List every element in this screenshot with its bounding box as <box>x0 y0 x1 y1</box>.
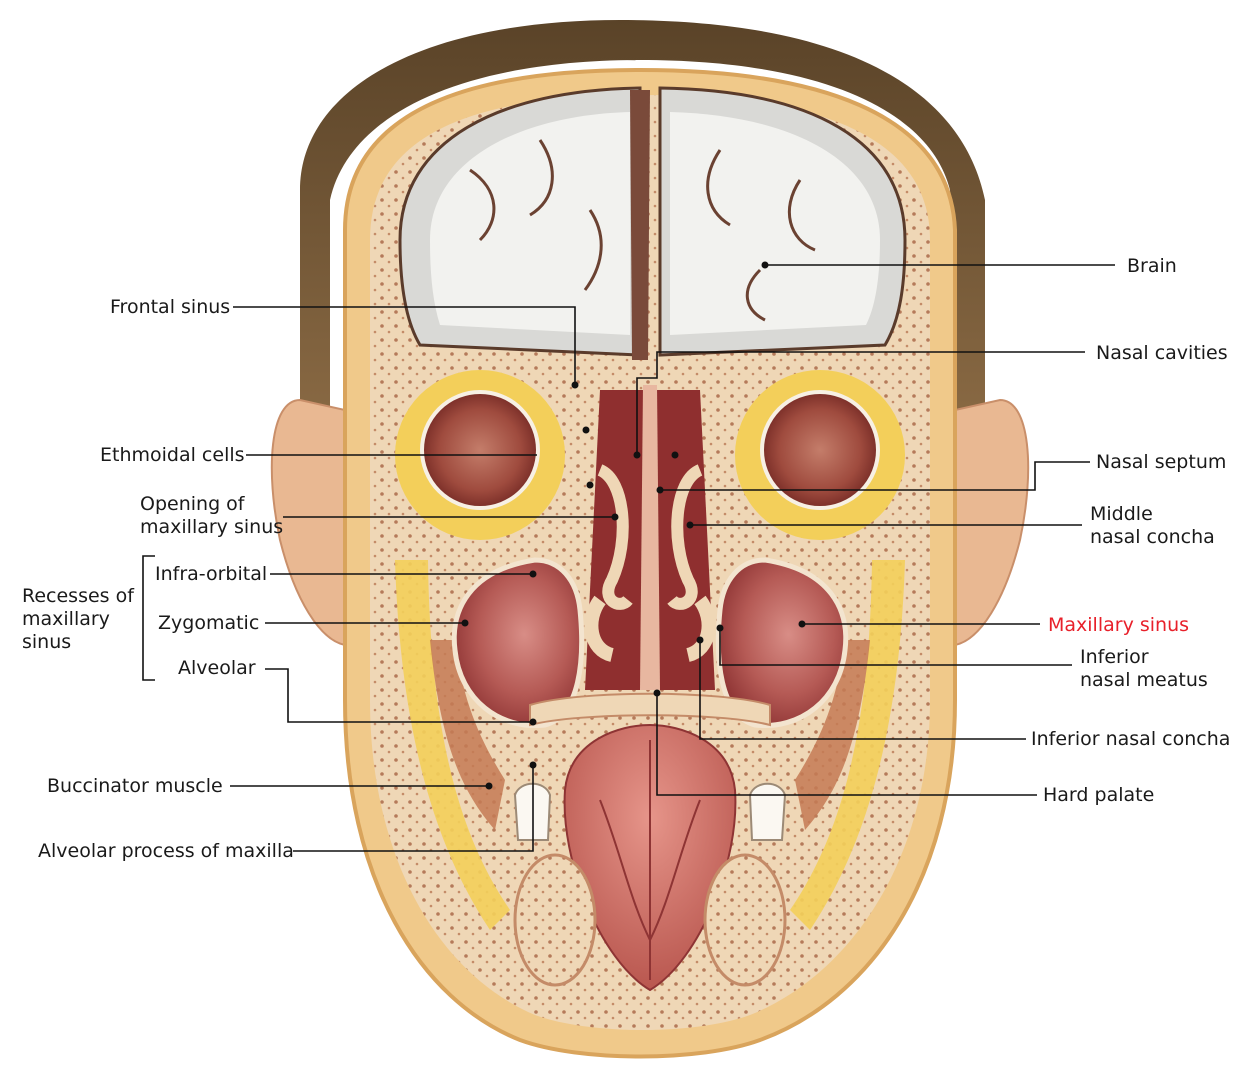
label-inferior-meatus-line1: Inferior <box>1080 646 1149 668</box>
label-nasal-septum: Nasal septum <box>1096 451 1227 473</box>
label-recesses-line2: maxillary <box>22 608 110 630</box>
label-alveolar: Alveolar <box>178 657 256 679</box>
label-middle-concha-line1: Middle <box>1090 503 1153 525</box>
label-recesses-line1: Recesses of <box>22 585 134 607</box>
label-middle-concha-line2: nasal concha <box>1090 526 1215 548</box>
label-inferior-meatus-line2: nasal meatus <box>1080 669 1208 691</box>
label-hard-palate: Hard palate <box>1043 784 1155 806</box>
label-frontal-sinus: Frontal sinus <box>110 296 231 318</box>
label-buccinator: Buccinator muscle <box>47 775 223 797</box>
label-zygomatic: Zygomatic <box>158 612 260 634</box>
label-inferior-concha: Inferior nasal concha <box>1031 728 1231 750</box>
label-alveolar-process: Alveolar process of maxilla <box>38 840 294 862</box>
label-recesses-line3: sinus <box>22 631 72 653</box>
label-maxillary-sinus: Maxillary sinus <box>1048 614 1190 636</box>
label-brain: Brain <box>1127 255 1177 277</box>
label-nasal-cavities: Nasal cavities <box>1096 342 1228 364</box>
nasal-cavity <box>585 385 715 690</box>
recesses-bracket <box>143 556 155 680</box>
label-opening-line1: Opening of <box>140 493 245 515</box>
label-infra-orbital: Infra-orbital <box>155 563 268 585</box>
label-opening-line2: maxillary sinus <box>140 516 284 538</box>
label-ethmoidal-cells: Ethmoidal cells <box>100 444 245 466</box>
